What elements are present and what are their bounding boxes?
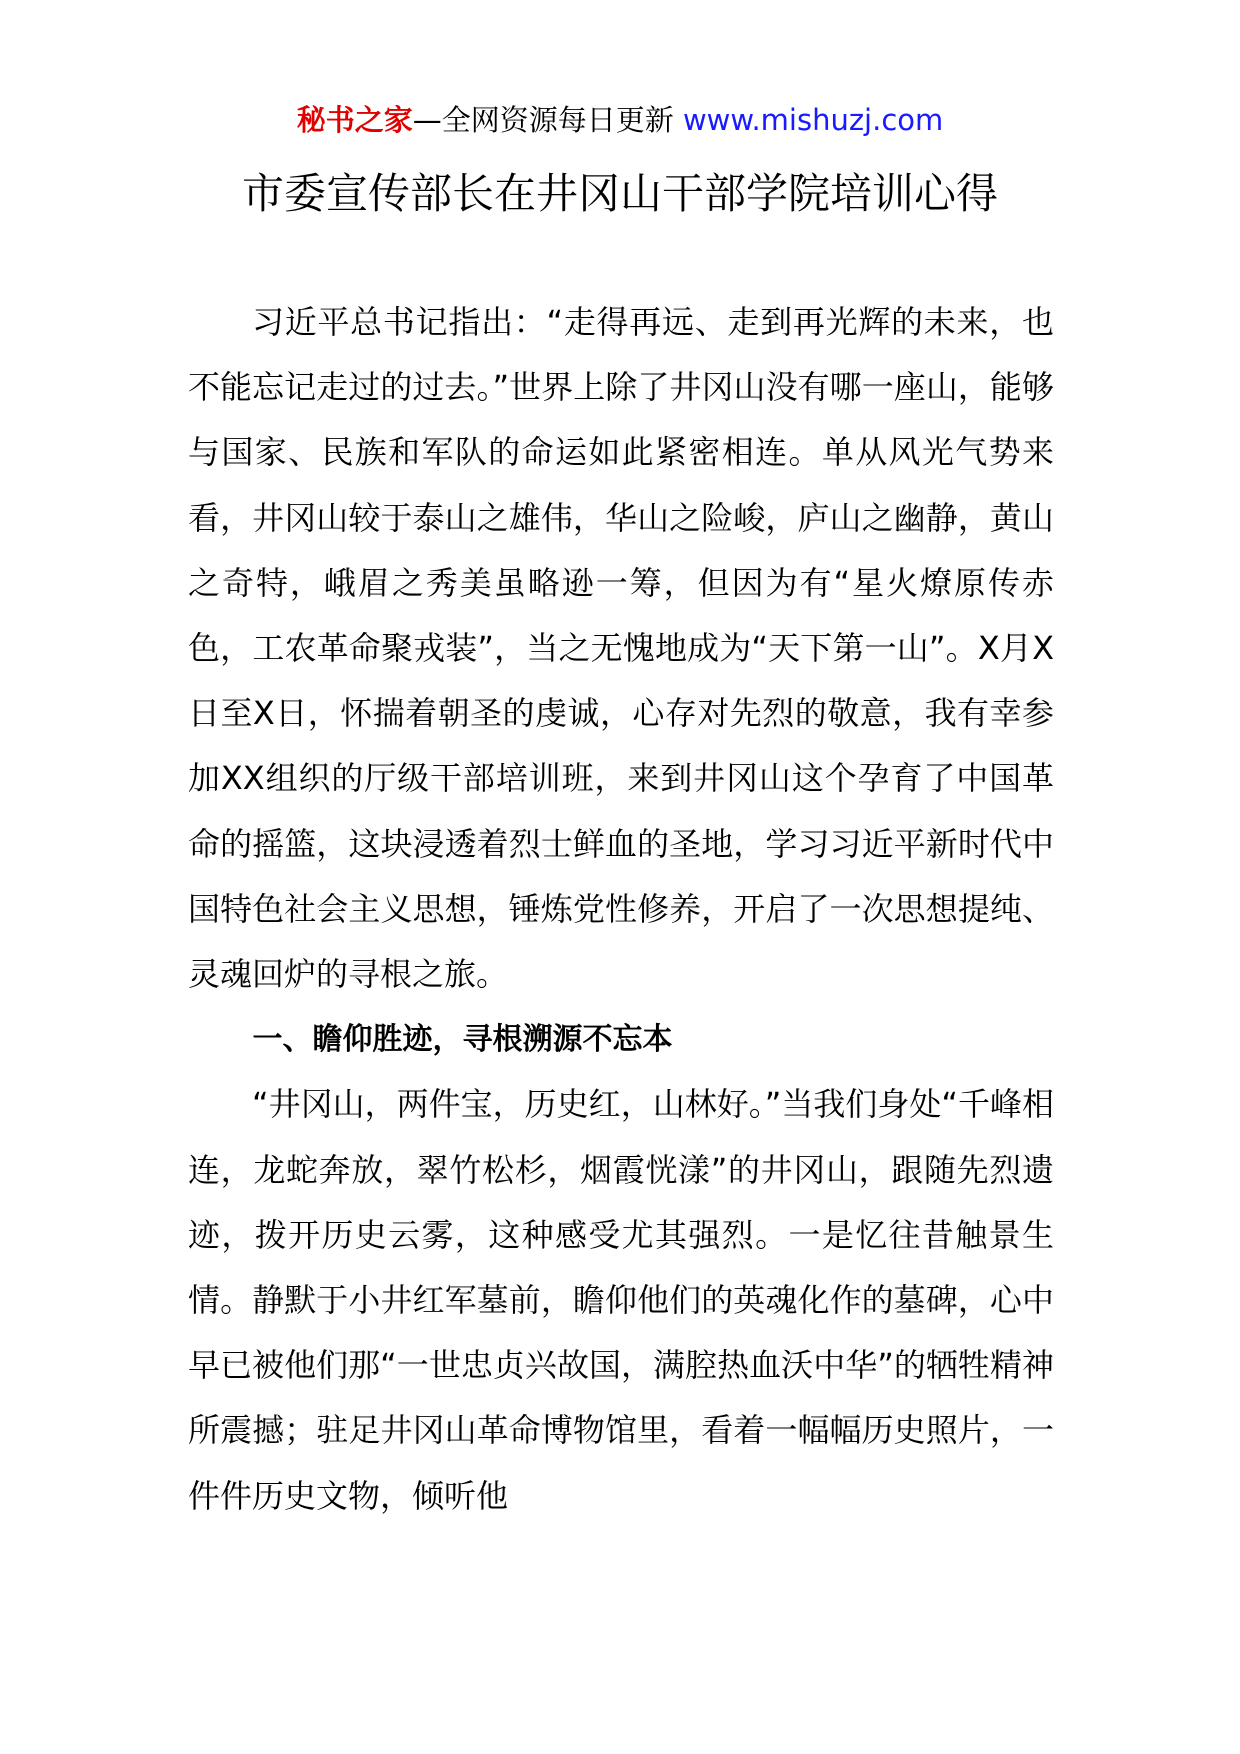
document-body — [188, 290, 1054, 1529]
section-heading-1: 一、瞻仰胜迹，寻根溯源不忘本 — [252, 1022, 673, 1058]
header-slogan: —全网资源每日更新 — [412, 103, 683, 137]
section-1-paragraph: “井冈山，两件宝，历史红，山林好。”当我们身处“千峰相连，龙蛇奔放，翠竹松杉，烟霞恍漾”的井冈山，跟随先烈遗迹，拨开历史云雾，这种感受尤其强烈。一是忆往昔触景生情。静默于小井红军墓前，瞻仰他们的英魂化作的墓碑，心中早已被他们那“一世忠贞兴故国，满腔热血沃中华”的牺牲精神所震撼；驻足井冈山革命博物馆里，看着一幅幅历史照片，一件件历史文物，倾听他 — [188, 1085, 1054, 1515]
brand-name: 秘书之家 — [296, 103, 413, 137]
document-title: 市委宣传部长在井冈山干部学院培训心得 — [241, 169, 998, 218]
site-header — [0, 100, 1240, 140]
site-url-link[interactable]: www.mishuzj.com — [682, 103, 944, 137]
intro-paragraph: 习近平总书记指出：“走得再远、走到再光辉的未来，也不能忘记走过的过去。”世界上除了井冈山没有哪一座山，能够与国家、民族和军队的命运如此紧密相连。单从风光气势来看，井冈山较于泰山之雄伟，华山之险峻，庐山之幽静，黄山之奇特，峨眉之秀美虽略逊一筹，但因为有“星火燎原传赤色，工农革命聚戎装”，当之无愧地成为“天下第一山”。X月X日至X日，怀揣着朝圣的虔诚，心存对先烈的敬意，我有幸参加XX组织的厅级干部培训班，来到井冈山这个孕育了中国革命的摇篮，这块浸透着烈士鲜血的圣地，学习习近平新时代中国特色社会主义思想，锤炼党性修养，开启了一次思想提纯、灵魂回炉的寻根之旅。 — [188, 303, 1054, 994]
